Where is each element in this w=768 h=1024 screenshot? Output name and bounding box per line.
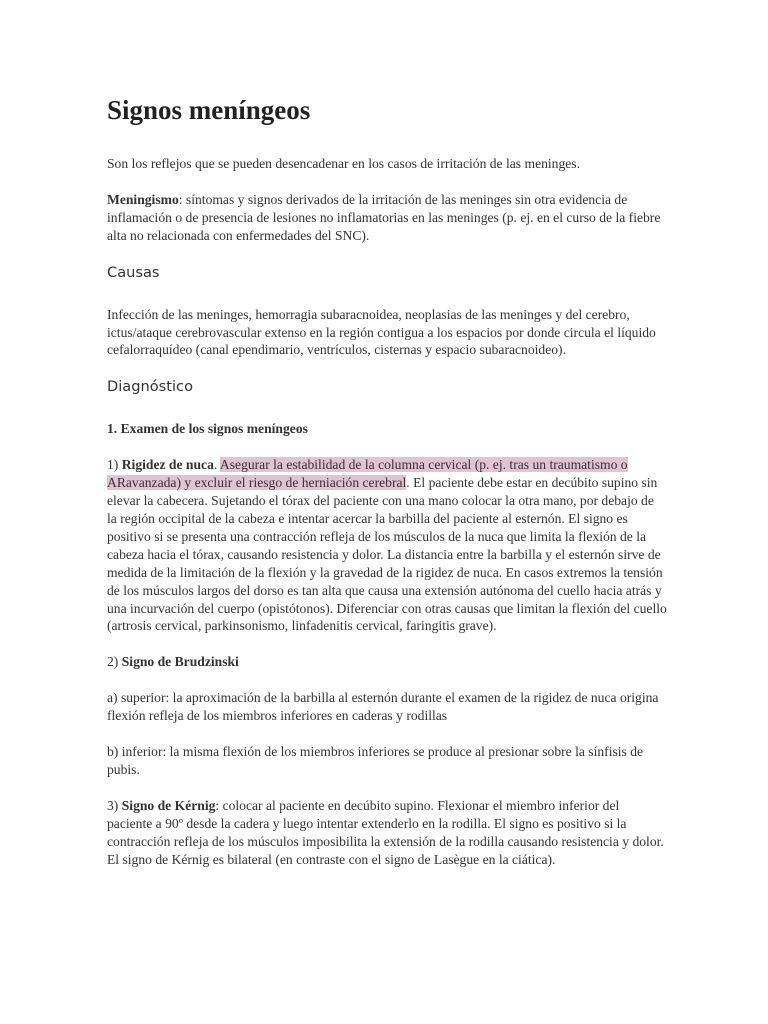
page-title: Signos meníngeos bbox=[107, 95, 311, 125]
item2-number: 2) bbox=[107, 654, 122, 670]
highlighted-text: Asegurar la estabilidad de la columna cervical (p. ej. tras un traumatismo o ARavanzada) y excluir el riesgo de herniación cerebral bbox=[107, 457, 628, 491]
item1-separator: . bbox=[213, 457, 220, 473]
kernig-text: : colocar al paciente en decúbito supino. Flexionar el miembro inferior del paciente a 90º desde la cadera y luego intentar extenderlo en la rodilla. El signo es positivo si la contracción refleja de los músculos imposibilita la extensión de la rodilla causando resistencia y dolor. El signo de Kérnig es bilateral (en contraste con el signo de Lasègue en la ciática). bbox=[107, 797, 664, 867]
rigidez-nuca-paragraph bbox=[107, 456, 667, 635]
item3-number: 3) bbox=[107, 797, 122, 813]
diagnostico-subheading: 1. Examen de los signos meníngeos bbox=[107, 421, 308, 437]
meningismo-text: : síntomas y signos derivados de la irritación de las meninges sin otra evidencia de inflamación o de presencia de lesiones no inflamatorias en las meninges (p. ej. en el curso de la fiebre alta no relacionada con enfermedades del SNC). bbox=[107, 191, 661, 243]
brudzinski-heading bbox=[107, 653, 667, 671]
causas-paragraph: Infección de las meninges, hemorragia subaracnoidea, neoplasias de las meninges y del cerebro, ictus/ataque cerebrovascular extenso en la región contigua a los espacios por donde circula el líquido cefalorraquídeo (canal ependimario, ventrículos, cisternas y espacio subaracnoideo). bbox=[107, 306, 656, 358]
causas-heading: Causas bbox=[107, 263, 160, 281]
rigidez-nuca-text: . El paciente debe estar en decúbito supino sin elevar la cabecera. Sujetando el tórax del paciente con una mano colocar la otra mano, por debajo de la región occipital de la cabeza e intentar acercar la barbilla del paciente al esternón. El signo es positivo si se presenta una contracción refleja de los músculos de la nuca que limita la flexión de la cabeza hacia el tórax, causando resistencia y dolor. La distancia entre la barbilla y el esternón sirve de medida de la limitación de la flexión y la gravedad de la rigidez de nuca. En casos extremos la tensión de los músculos largos del dorso es tan alta que causa una extensión autónoma del cuello hacia atrás y una incurvación del cuerpo (opistótonos). Diferenciar con otras causas que limitan la flexión del cuello (artrosis cervical, parkinsonismo, linfadenitis cervical, faringitis grave). bbox=[107, 475, 667, 634]
rigidez-nuca-term: Rigidez de nuca bbox=[121, 457, 214, 473]
kernig-term: Signo de Kérnig bbox=[121, 797, 216, 813]
brudzinski-term: Signo de Brudzinski bbox=[121, 654, 239, 670]
kernig-paragraph bbox=[107, 797, 667, 869]
meningismo-paragraph bbox=[107, 191, 667, 245]
brudzinski-inferior: b) inferior: la misma flexión de los miembros inferiores se produce al presionar sobre la sínfisis de pubis. bbox=[107, 744, 644, 777]
item1-number: 1) bbox=[107, 457, 122, 473]
intro-paragraph: Son los reflejos que se pueden desencadenar en los casos de irritación de las meninges. bbox=[107, 156, 580, 171]
brudzinski-superior: a) superior: la aproximación de la barbilla al esternón durante el examen de la rigidez de nuca origina flexión refleja de los miembros inferiores en caderas y rodillas bbox=[107, 690, 659, 724]
meningismo-term: Meningismo bbox=[107, 191, 179, 207]
document-page bbox=[107, 92, 667, 886]
diagnostico-heading: Diagnóstico bbox=[107, 378, 194, 396]
